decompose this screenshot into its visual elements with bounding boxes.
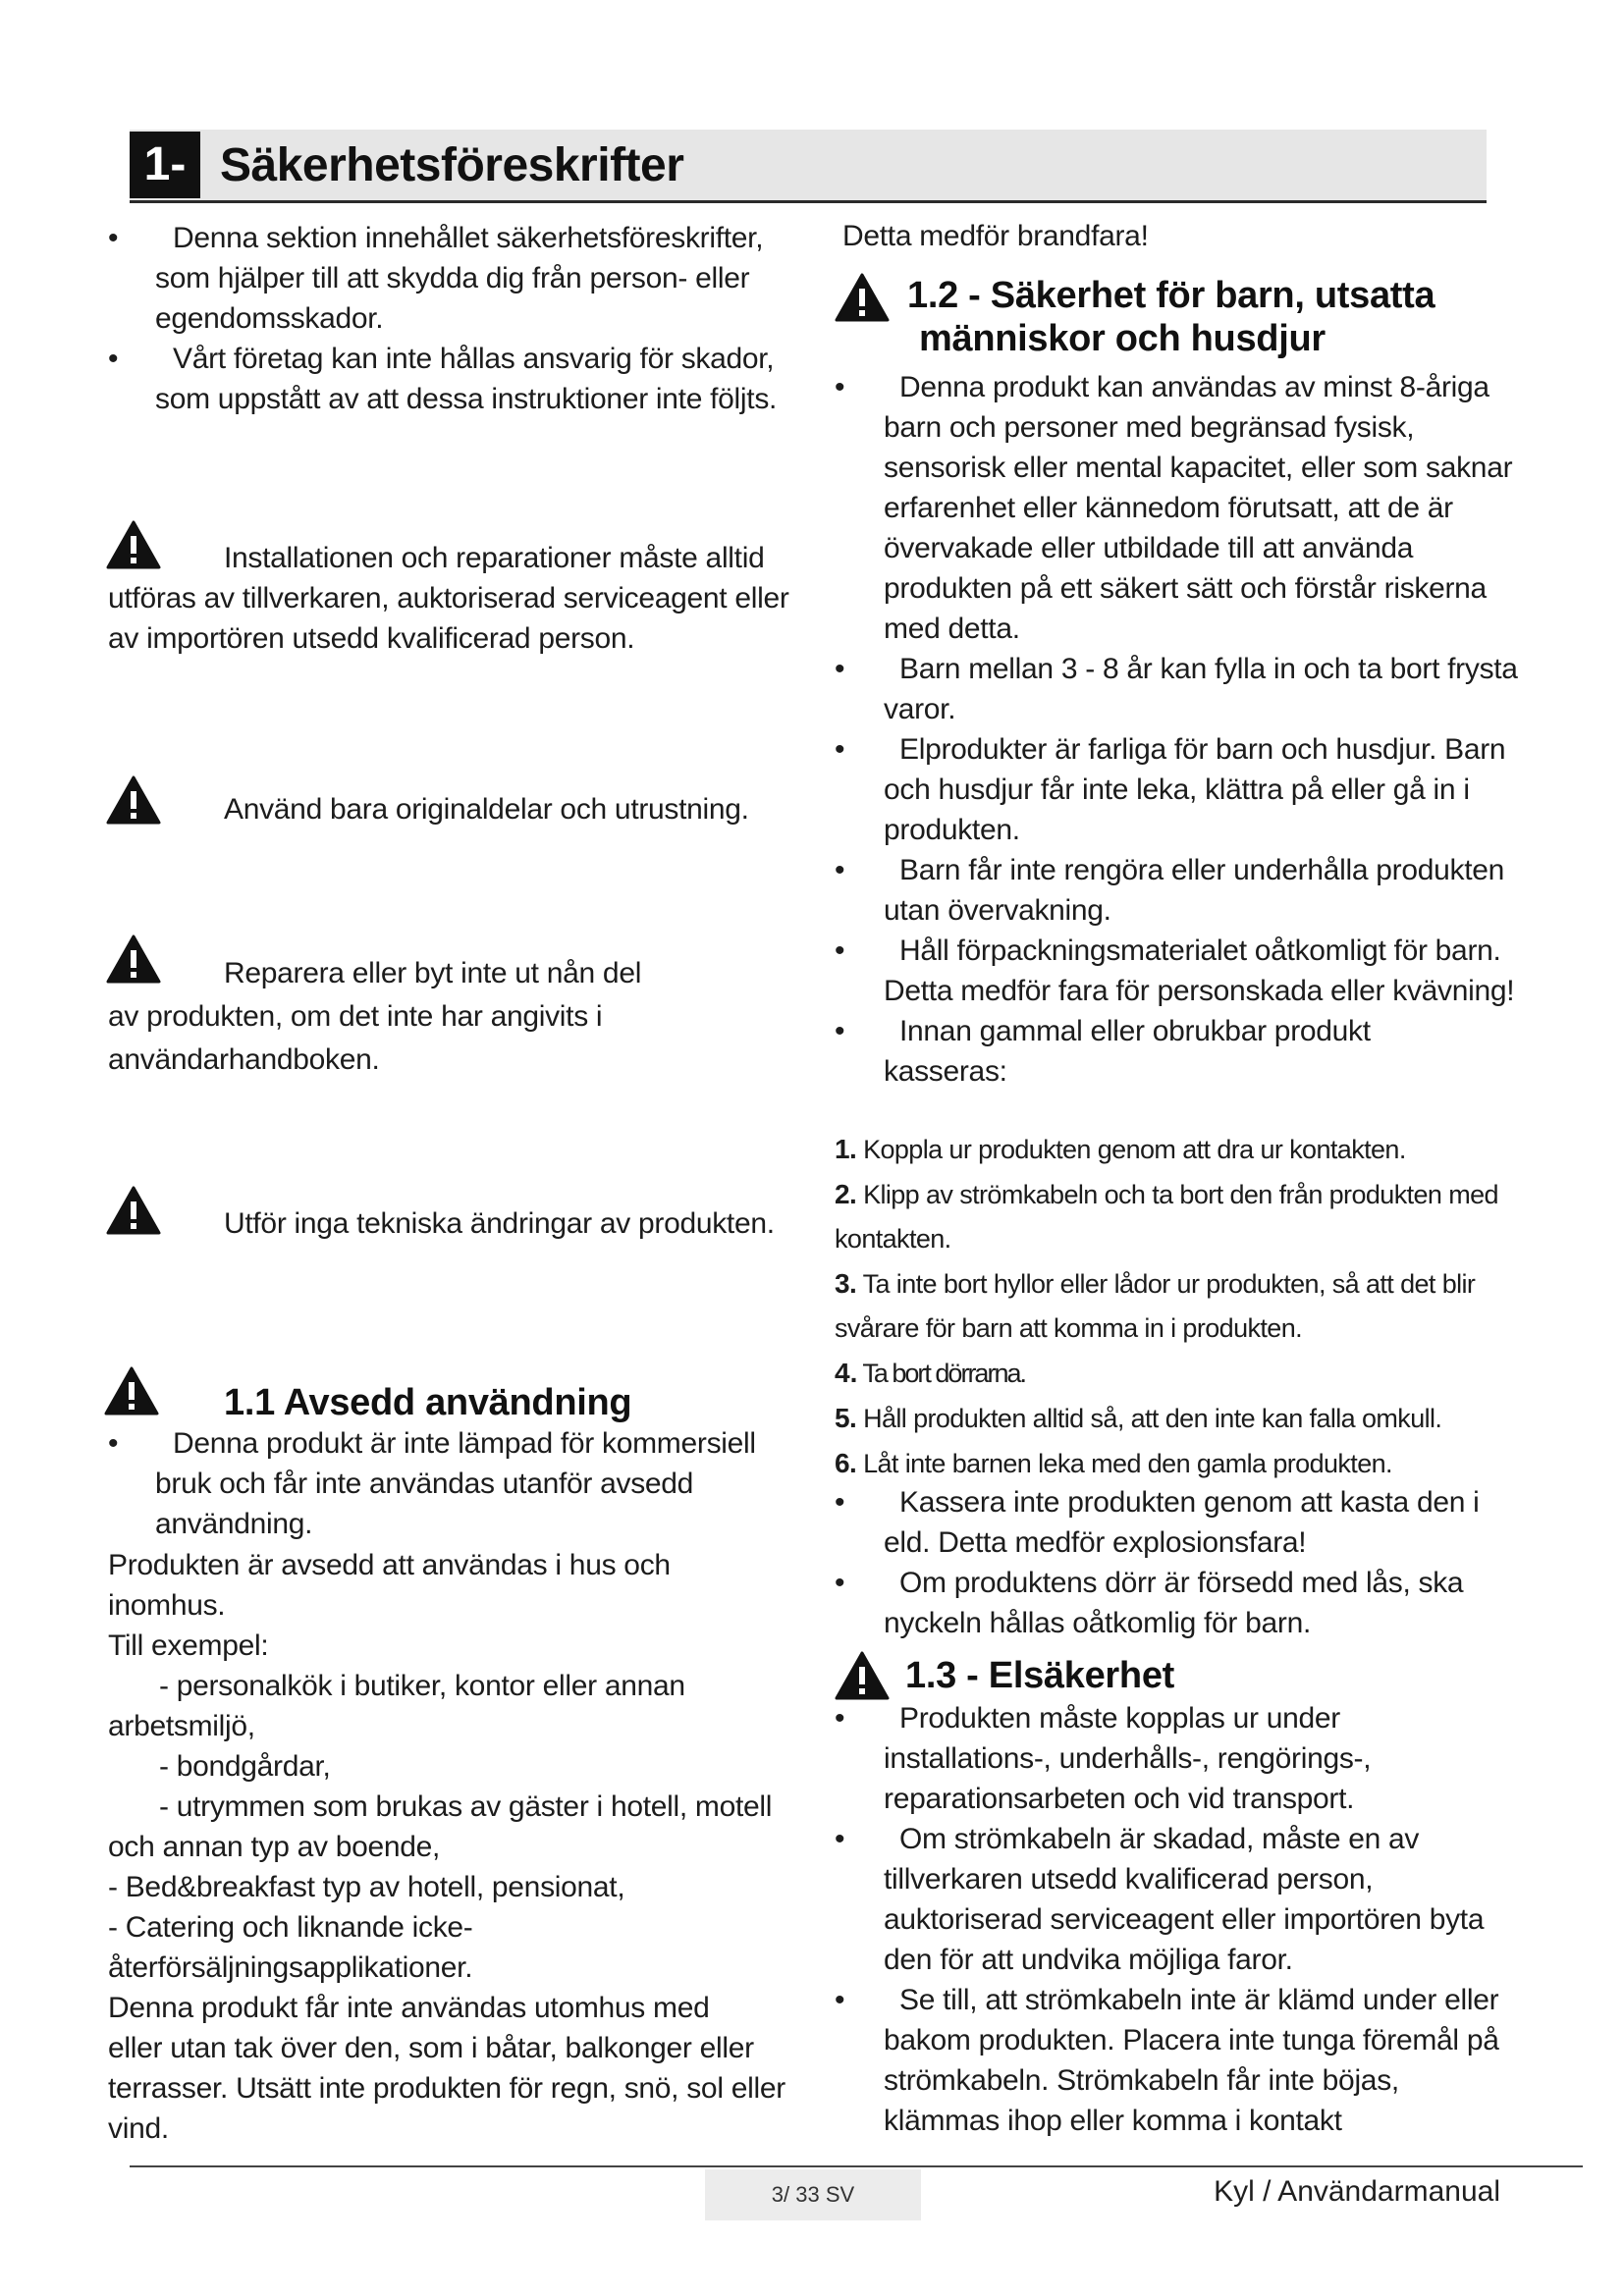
section-title: Säkerhetsföreskrifter	[220, 139, 684, 191]
section-1-1-bullet	[108, 1423, 815, 1544]
list-item: • Innan gammal eller obrukbar produkt kasseras:	[835, 1011, 1434, 1092]
list-item: • Kassera inte produkten genom att kasta den i eld. Detta medför explosionsfara!	[835, 1482, 1502, 1563]
list-item: • Barn får inte rengöra eller underhålla produkten utan övervakning.	[835, 850, 1522, 931]
bullet-dot-icon: •	[835, 1823, 845, 1855]
list-item-text: Denna produkt är inte lämpad för kommersiell bruk och får inte användas utanför avsedd användning.	[155, 1427, 756, 1540]
numbered-list	[835, 1127, 1522, 1486]
bullet-dot-icon: •	[835, 934, 845, 967]
section-1-2-heading: 1.2 - Säkerhet för barn, utsatta	[907, 275, 1435, 316]
list-item: • Denna produkt kan användas av minst 8-åriga barn och personer med begränsad fysisk, sensorisk eller mental kapacitet, eller som saknar erfarenhet eller kännedom förutsatt, att de är övervakade eller utbildade till att använda produkten på ett säkert sätt och förstår riskerna med detta.	[835, 367, 1522, 649]
warning-text-1: Installationen och reparationer måste alltid utföras av tillverkaren, auktoriserad serviceagent eller av importören utsedd kvalificerad person.	[108, 542, 789, 655]
bullet-dot-icon: •	[835, 1567, 845, 1599]
list-item: • Om strömkabeln är skadad, måste en av tillverkaren utsedd kvalificerad person, auktoriserad serviceagent eller importören byta den för att undvika möjliga faror.	[835, 1819, 1502, 1980]
list-item: • Håll förpackningsmaterialet oåtkomligt för barn. Detta medför fara för personskada eller kvävning!	[835, 931, 1522, 1011]
list-item-text: Vårt företag kan inte hållas ansvarig för skador, som uppstått av att dessa instruktioner inte följts.	[155, 343, 778, 415]
bullet-dot-icon: •	[835, 653, 845, 685]
warning-text-2: Använd bara originaldelar och utrustning.	[224, 793, 749, 826]
section-1-2-bullets	[835, 367, 1522, 1092]
list-item-text: Denna sektion innehållet säkerhetsföreskrifter, som hjälper till att skydda dig från person- eller egendomsskador.	[155, 222, 764, 335]
warning-text-3: Reparera eller byt inte ut nån del av produkten, om det inte har angivits i användarhandboken.	[108, 957, 642, 1076]
section-1-2-heading-line2: människor och husdjur	[919, 318, 1326, 359]
bullet-dot-icon: •	[835, 371, 845, 403]
intro-bullet-list	[108, 218, 815, 419]
bullet-dot-icon: •	[835, 1984, 845, 2016]
warning-text-4: Utför inga tekniska ändringar av produkten.	[224, 1207, 775, 1240]
list-item	[108, 1423, 815, 1544]
bullet-dot-icon: •	[108, 1427, 119, 1460]
section-1-3-bullets	[835, 1698, 1502, 2141]
list-item	[108, 218, 815, 339]
numbered-item: 1. Koppla ur produkten genom att dra ur kontakten.	[835, 1134, 1406, 1164]
bullet-dot-icon: •	[108, 343, 119, 375]
list-item: • Barn mellan 3 - 8 år kan fylla in och ta bort frysta varor.	[835, 649, 1522, 729]
warning-triangle-icon	[106, 1186, 161, 1235]
top-line: Detta medför brandfara!	[842, 220, 1149, 252]
section-number: 1-	[130, 132, 200, 198]
list-item: • Se till, att strömkabeln inte är klämd under eller bakom produkten. Placera inte tunga föremål på strömkabeln. Strömkabeln får inte böjas, klämmas ihop eller komma i kontakt	[835, 1980, 1502, 2141]
list-item	[108, 339, 815, 419]
warning-triangle-icon	[104, 1366, 159, 1415]
page-number: 3/ 33 SV	[705, 2169, 921, 2220]
numbered-item: 3. Ta inte bort hyllor eller lådor ur produkten, så att det blir svårare för barn att komma in i produkten.	[835, 1268, 1476, 1343]
bullet-dot-icon: •	[835, 733, 845, 766]
bullet-dot-icon: •	[108, 222, 119, 254]
bullet-dot-icon: •	[835, 1702, 845, 1735]
warning-triangle-icon	[835, 1651, 890, 1700]
footer-manual-title: Kyl / Användarmanual	[1214, 2175, 1500, 2208]
section-1-1-heading: 1.1 Avsedd användning	[224, 1382, 632, 1423]
numbered-item: 5. Håll produkten alltid så, att den inte kan falla omkull.	[835, 1403, 1442, 1433]
numbered-item: 4. Ta bort dörrarna.	[835, 1358, 1025, 1388]
list-item: • Produkten måste kopplas ur under installations-, underhålls-, rengörings-, reparationsarbeten och vid transport.	[835, 1698, 1394, 1819]
section-1-2-bullets-after	[835, 1482, 1502, 1643]
bullet-dot-icon: •	[835, 1486, 845, 1519]
numbered-item: 2. Klipp av strömkabeln och ta bort den från produkten med kontakten.	[835, 1179, 1498, 1254]
list-item: • Elprodukter är farliga för barn och husdjur. Barn och husdjur får inte leka, klättra på eller gå in i produkten.	[835, 729, 1522, 850]
warning-triangle-icon	[106, 775, 161, 825]
section-1-1-body: Produkten är avsedd att användas i hus och inomhus. Till exempel: - personalkök i butiker, kontor eller annan arbetsmiljö, - bondgårdar, - utrymmen som brukas av gäster i hotell, motell och annan typ av boende, - Bed&breakfast typ av hotell, pensionat, - Catering och liknande icke- återförsäljningsapplikationer. Denna produkt får inte användas utomhus med eller utan tak över den, som i båtar, balkonger eller terrasser. Utsätt inte produkten för regn, snö, sol eller vind.	[108, 1549, 785, 2145]
warning-triangle-icon	[835, 273, 890, 322]
bullet-dot-icon: •	[835, 1015, 845, 1047]
section-1-3-heading: 1.3 - Elsäkerhet	[905, 1655, 1175, 1696]
list-item: • Om produktens dörr är försedd med lås, ska nyckeln hållas oåtkomlig för barn.	[835, 1563, 1502, 1643]
numbered-item: 6. Låt inte barnen leka med den gamla produkten.	[835, 1448, 1392, 1478]
bullet-dot-icon: •	[835, 854, 845, 886]
